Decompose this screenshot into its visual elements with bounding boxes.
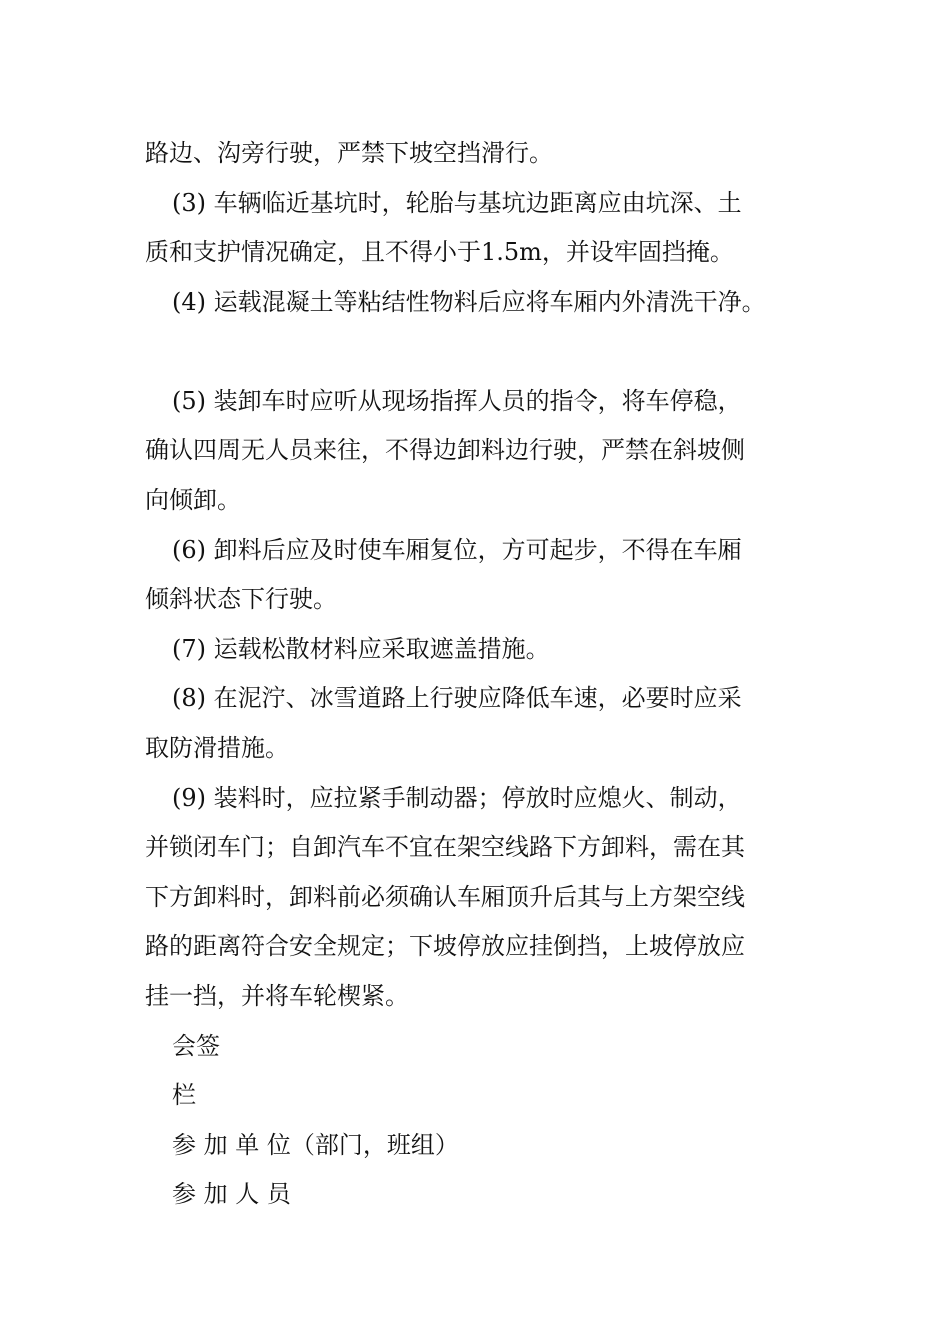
clause-8-line-2: 取防滑措施。 bbox=[145, 734, 289, 762]
clause-9-line-3: 下方卸料时，卸料前必须确认车厢顶升后其与上方架空线 bbox=[145, 883, 745, 911]
clause-9-line-1: (9) 装料时，应拉紧手制动器；停放时应熄火、制动， bbox=[172, 784, 742, 812]
clause-4-line-1: (4) 运载混凝土等粘结性物料后应将车厢内外清洗干净。 bbox=[172, 288, 766, 316]
clause-9-line-4: 路的距离符合安全规定；下坡停放应挂倒挡，上坡停放应 bbox=[145, 932, 745, 960]
clause-9-line-5: 挂一挡，并将车轮楔紧。 bbox=[145, 982, 409, 1010]
clause-8-line-1: (8) 在泥泞、冰雪道路上行驶应降低车速，必要时应采 bbox=[172, 684, 742, 712]
clause-5-line-2: 确认四周无人员来往，不得边卸料边行驶，严禁在斜坡侧 bbox=[145, 436, 745, 464]
clause-5-line-1: (5) 装卸车时应听从现场指挥人员的指令，将车停稳， bbox=[172, 387, 742, 415]
participating-persons-label: 参 加 人 员 bbox=[172, 1180, 291, 1208]
clause-7-line-1: (7) 运载松散材料应采取遮盖措施。 bbox=[172, 635, 550, 663]
participating-units-label: 参 加 单 位（部门，班组） bbox=[172, 1131, 459, 1159]
text-line: 路边、沟旁行驶，严禁下坡空挡滑行。 bbox=[145, 139, 553, 167]
clause-5-line-3: 向倾卸。 bbox=[145, 486, 241, 514]
clause-9-line-2: 并锁闭车门；自卸汽车不宜在架空线路下方卸料，需在其 bbox=[145, 833, 745, 861]
clause-3-line-1: (3) 车辆临近基坑时，轮胎与基坑边距离应由坑深、土 bbox=[172, 189, 742, 217]
clause-6-line-1: (6) 卸料后应及时使车厢复位，方可起步，不得在车厢 bbox=[172, 536, 742, 564]
clause-3-line-2: 质和支护情况确定，且不得小于1.5m，并设牢固挡掩。 bbox=[145, 238, 734, 266]
clause-6-line-2: 倾斜状态下行驶。 bbox=[145, 585, 337, 613]
signoff-label-1: 会签 bbox=[172, 1032, 220, 1060]
signoff-label-2: 栏 bbox=[172, 1081, 196, 1109]
